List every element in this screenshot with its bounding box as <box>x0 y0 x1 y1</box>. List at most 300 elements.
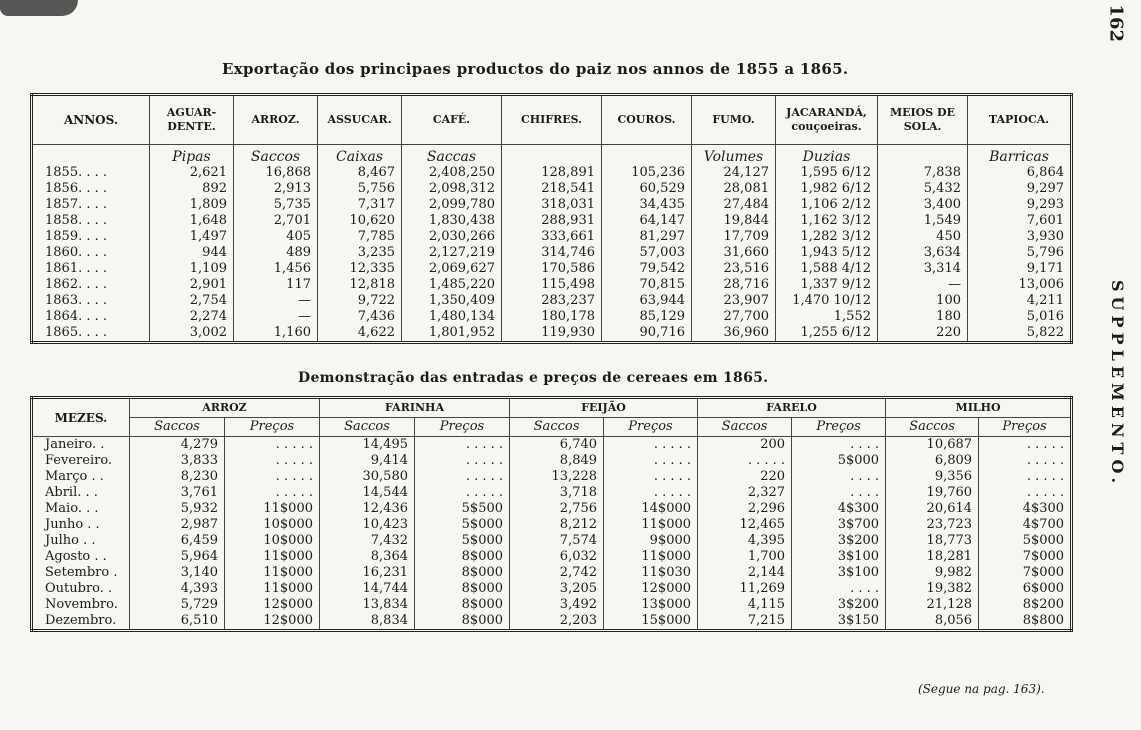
value-cell: . . . . . <box>979 437 1072 454</box>
value-cell: 1,480,134 <box>402 309 502 325</box>
value-cell: 19,382 <box>886 581 979 597</box>
value-cell: 9,414 <box>320 453 415 469</box>
value-cell: 70,815 <box>602 277 692 293</box>
value-cell: 19,844 <box>692 213 776 229</box>
value-cell: 1,282 3/12 <box>776 229 878 245</box>
table-row <box>32 469 1072 485</box>
table-row <box>32 229 1072 245</box>
value-cell: . . . . <box>792 437 886 454</box>
value-cell: 318,031 <box>502 197 602 213</box>
unit-cell: Saccos <box>234 145 318 166</box>
value-cell: 1,470 10/12 <box>776 293 878 309</box>
value-cell: 10,620 <box>318 213 402 229</box>
value-cell: 1,588 4/12 <box>776 261 878 277</box>
value-cell: 2,701 <box>234 213 318 229</box>
table-row <box>32 181 1072 197</box>
month-cell: Agosto . . <box>32 549 130 565</box>
unit-cell: Saccas <box>402 145 502 166</box>
month-cell: Outubro. . <box>32 581 130 597</box>
value-cell: 1,595 6/12 <box>776 165 878 181</box>
value-cell: 13,834 <box>320 597 415 613</box>
col-aguardente: AGUAR-DENTE. <box>150 95 234 145</box>
value-cell: 1,549 <box>878 213 968 229</box>
value-cell: 6$000 <box>979 581 1072 597</box>
value-cell: 8,056 <box>886 613 979 631</box>
value-cell: 14,495 <box>320 437 415 454</box>
value-cell: 4,395 <box>698 533 792 549</box>
value-cell: 9,171 <box>968 261 1072 277</box>
month-cell: Novembro. <box>32 597 130 613</box>
value-cell: 2,099,780 <box>402 197 502 213</box>
value-cell: 1,497 <box>150 229 234 245</box>
value-cell: 3$150 <box>792 613 886 631</box>
value-cell: 11$000 <box>225 565 320 581</box>
table-row <box>32 613 1072 631</box>
value-cell: 10$000 <box>225 533 320 549</box>
group-farelo: FARELO <box>698 398 886 418</box>
value-cell: 63,944 <box>602 293 692 309</box>
value-cell: 8,467 <box>318 165 402 181</box>
value-cell: 7$000 <box>979 549 1072 565</box>
value-cell: 5,822 <box>968 325 1072 343</box>
value-cell: . . . . . <box>604 437 698 454</box>
month-cell: Setembro . <box>32 565 130 581</box>
value-cell: 13,228 <box>510 469 604 485</box>
value-cell: . . . . . <box>604 453 698 469</box>
cereals-table <box>30 396 1073 632</box>
value-cell: 3$200 <box>792 533 886 549</box>
value-cell: 1,160 <box>234 325 318 343</box>
table-row <box>32 517 1072 533</box>
value-cell: 180 <box>878 309 968 325</box>
value-cell: 2,621 <box>150 165 234 181</box>
value-cell: 3,205 <box>510 581 604 597</box>
value-cell: 90,716 <box>602 325 692 343</box>
unit-cell: Duzias <box>776 145 878 166</box>
value-cell: 8,834 <box>320 613 415 631</box>
value-cell: 64,147 <box>602 213 692 229</box>
month-cell: Julho . . <box>32 533 130 549</box>
value-cell: 36,960 <box>692 325 776 343</box>
table2-sub-row <box>32 418 1072 437</box>
month-cell: Abril. . . <box>32 485 130 501</box>
value-cell: 1,830,438 <box>402 213 502 229</box>
ink-blot <box>0 0 78 16</box>
value-cell: 892 <box>150 181 234 197</box>
value-cell: 3,930 <box>968 229 1072 245</box>
value-cell: . . . . . <box>225 453 320 469</box>
value-cell: 12$000 <box>604 581 698 597</box>
value-cell: 11$000 <box>604 517 698 533</box>
table-row <box>32 309 1072 325</box>
col-assucar: ASSUCAR. <box>318 95 402 145</box>
sub-saccos: Saccos <box>886 418 979 437</box>
year-cell: 1861. . . . <box>32 261 150 277</box>
table-row <box>32 261 1072 277</box>
value-cell: . . . . . <box>604 469 698 485</box>
value-cell: 9,297 <box>968 181 1072 197</box>
value-cell: 11$000 <box>225 501 320 517</box>
value-cell: 1,982 6/12 <box>776 181 878 197</box>
value-cell: 3,761 <box>130 485 225 501</box>
value-cell: 11$000 <box>225 581 320 597</box>
value-cell: 1,809 <box>150 197 234 213</box>
value-cell: 1,801,952 <box>402 325 502 343</box>
value-cell: 1,648 <box>150 213 234 229</box>
value-cell: 2,296 <box>698 501 792 517</box>
value-cell: . . . . . <box>415 453 510 469</box>
value-cell: — <box>234 309 318 325</box>
value-cell: 5,796 <box>968 245 1072 261</box>
value-cell: 20,614 <box>886 501 979 517</box>
value-cell: . . . . . <box>604 485 698 501</box>
value-cell: 34,435 <box>602 197 692 213</box>
month-cell: Fevereiro. <box>32 453 130 469</box>
value-cell: 314,746 <box>502 245 602 261</box>
value-cell: 16,868 <box>234 165 318 181</box>
value-cell: 1,350,409 <box>402 293 502 309</box>
table-row <box>32 549 1072 565</box>
year-cell: 1865. . . . <box>32 325 150 343</box>
value-cell: 27,700 <box>692 309 776 325</box>
value-cell: 7,436 <box>318 309 402 325</box>
value-cell: 4,393 <box>130 581 225 597</box>
value-cell: 1,700 <box>698 549 792 565</box>
table-row <box>32 293 1072 309</box>
table-row <box>32 565 1072 581</box>
sub-saccos: Saccos <box>130 418 225 437</box>
value-cell: 23,907 <box>692 293 776 309</box>
value-cell: 60,529 <box>602 181 692 197</box>
group-feijao: FEIJÃO <box>510 398 698 418</box>
value-cell: — <box>878 277 968 293</box>
value-cell: 220 <box>878 325 968 343</box>
value-cell: 10$000 <box>225 517 320 533</box>
value-cell: 6,740 <box>510 437 604 454</box>
table-row <box>32 437 1072 454</box>
table-row <box>32 325 1072 343</box>
value-cell: 4,279 <box>130 437 225 454</box>
value-cell: 1,485,220 <box>402 277 502 293</box>
value-cell: 12$000 <box>225 597 320 613</box>
value-cell: . . . . . <box>698 453 792 469</box>
value-cell: 85,129 <box>602 309 692 325</box>
table2-group-row <box>32 398 1072 418</box>
value-cell: 5$000 <box>979 533 1072 549</box>
value-cell: 8$200 <box>979 597 1072 613</box>
col-cafe: CAFÉ. <box>402 95 502 145</box>
value-cell: 3,718 <box>510 485 604 501</box>
value-cell: 100 <box>878 293 968 309</box>
value-cell: 17,709 <box>692 229 776 245</box>
value-cell: 5$000 <box>415 533 510 549</box>
value-cell: . . . . . <box>225 437 320 454</box>
value-cell: 4,211 <box>968 293 1072 309</box>
sub-precos: Preços <box>979 418 1072 437</box>
value-cell: 18,773 <box>886 533 979 549</box>
value-cell: 5,932 <box>130 501 225 517</box>
value-cell: 7,574 <box>510 533 604 549</box>
value-cell: 1,337 9/12 <box>776 277 878 293</box>
value-cell: . . . . . <box>979 469 1072 485</box>
value-cell: 11$000 <box>604 549 698 565</box>
value-cell: 7,785 <box>318 229 402 245</box>
value-cell: 21,128 <box>886 597 979 613</box>
table-row <box>32 485 1072 501</box>
col-meios-sola: MEIOS DE SOLA. <box>878 95 968 145</box>
value-cell: 128,891 <box>502 165 602 181</box>
value-cell: 218,541 <box>502 181 602 197</box>
year-cell: 1864. . . . <box>32 309 150 325</box>
value-cell: 200 <box>698 437 792 454</box>
value-cell: 12,436 <box>320 501 415 517</box>
value-cell: 220 <box>698 469 792 485</box>
value-cell: 5,756 <box>318 181 402 197</box>
value-cell: 5$500 <box>415 501 510 517</box>
side-label: SUPPLEMENTO. <box>1108 280 1127 489</box>
value-cell: 3,235 <box>318 245 402 261</box>
table-row <box>32 533 1072 549</box>
unit-cell: Pipas <box>150 145 234 166</box>
value-cell: . . . . . <box>415 469 510 485</box>
value-cell: 8$800 <box>979 613 1072 631</box>
value-cell: 944 <box>150 245 234 261</box>
year-cell: 1859. . . . <box>32 229 150 245</box>
value-cell: 170,586 <box>502 261 602 277</box>
value-cell: 283,237 <box>502 293 602 309</box>
unit-cell <box>502 145 602 166</box>
month-cell: Junho . . <box>32 517 130 533</box>
value-cell: 14$000 <box>604 501 698 517</box>
col-jacaranda: JACARANDÁ, couçoeiras. <box>776 95 878 145</box>
value-cell: 2,098,312 <box>402 181 502 197</box>
value-cell: 10,687 <box>886 437 979 454</box>
unit-cell: Volumes <box>692 145 776 166</box>
value-cell: 8$000 <box>415 565 510 581</box>
value-cell: 1,552 <box>776 309 878 325</box>
value-cell: 9,356 <box>886 469 979 485</box>
value-cell: . . . . <box>792 469 886 485</box>
table2-title: Demonstração das entradas e preços de cereaes em 1865. <box>298 370 769 386</box>
value-cell: . . . . . <box>225 469 320 485</box>
unit-cell <box>602 145 692 166</box>
value-cell: 7,838 <box>878 165 968 181</box>
group-arroz: ARROZ <box>130 398 320 418</box>
value-cell: 8$000 <box>415 581 510 597</box>
value-cell: 3,002 <box>150 325 234 343</box>
value-cell: 28,716 <box>692 277 776 293</box>
value-cell: 2,274 <box>150 309 234 325</box>
col-mezes: MEZES. <box>32 398 130 437</box>
year-cell: 1855. . . . <box>32 165 150 181</box>
value-cell: 23,516 <box>692 261 776 277</box>
value-cell: 4,622 <box>318 325 402 343</box>
table-row <box>32 213 1072 229</box>
value-cell: 5,729 <box>130 597 225 613</box>
year-cell: 1862. . . . <box>32 277 150 293</box>
unit-cell <box>878 145 968 166</box>
value-cell: 8$000 <box>415 549 510 565</box>
month-cell: Maio. . . <box>32 501 130 517</box>
value-cell: — <box>234 293 318 309</box>
value-cell: 12,335 <box>318 261 402 277</box>
value-cell: 4$300 <box>792 501 886 517</box>
value-cell: 19,760 <box>886 485 979 501</box>
value-cell: 333,661 <box>502 229 602 245</box>
value-cell: 119,930 <box>502 325 602 343</box>
value-cell: 13,006 <box>968 277 1072 293</box>
year-cell: 1857. . . . <box>32 197 150 213</box>
year-cell: 1856. . . . <box>32 181 150 197</box>
value-cell: 7,601 <box>968 213 1072 229</box>
value-cell: 3,314 <box>878 261 968 277</box>
year-cell: 1863. . . . <box>32 293 150 309</box>
sub-saccos: Saccos <box>698 418 792 437</box>
table-row <box>32 501 1072 517</box>
year-cell: 1860. . . . <box>32 245 150 261</box>
unit-cell <box>32 145 150 166</box>
value-cell: 5,016 <box>968 309 1072 325</box>
value-cell: 13$000 <box>604 597 698 613</box>
value-cell: 30,580 <box>320 469 415 485</box>
table-row <box>32 581 1072 597</box>
table1-body <box>32 145 1072 343</box>
table-row <box>32 453 1072 469</box>
value-cell: 2,901 <box>150 277 234 293</box>
value-cell: 2,069,627 <box>402 261 502 277</box>
value-cell: 12$000 <box>225 613 320 631</box>
value-cell: 15$000 <box>604 613 698 631</box>
value-cell: 7,317 <box>318 197 402 213</box>
value-cell: 3,492 <box>510 597 604 613</box>
value-cell: 5,964 <box>130 549 225 565</box>
value-cell: . . . . <box>792 581 886 597</box>
value-cell: 11,269 <box>698 581 792 597</box>
value-cell: 1,106 2/12 <box>776 197 878 213</box>
table2-body <box>32 437 1072 631</box>
value-cell: 2,742 <box>510 565 604 581</box>
value-cell: 7,215 <box>698 613 792 631</box>
value-cell: 7,432 <box>320 533 415 549</box>
value-cell: 14,744 <box>320 581 415 597</box>
value-cell: 4,115 <box>698 597 792 613</box>
value-cell: 8,212 <box>510 517 604 533</box>
group-farinha: FARINHA <box>320 398 510 418</box>
sub-precos: Preços <box>415 418 510 437</box>
value-cell: 8,230 <box>130 469 225 485</box>
value-cell: . . . . . <box>415 485 510 501</box>
value-cell: 6,459 <box>130 533 225 549</box>
sub-precos: Preços <box>225 418 320 437</box>
value-cell: 27,484 <box>692 197 776 213</box>
footnote: (Segue na pag. 163). <box>918 682 1045 696</box>
value-cell: 12,465 <box>698 517 792 533</box>
value-cell: 2,756 <box>510 501 604 517</box>
table-row <box>32 597 1072 613</box>
month-cell: Janeiro. . <box>32 437 130 454</box>
value-cell: 6,864 <box>968 165 1072 181</box>
value-cell: 3$100 <box>792 565 886 581</box>
value-cell: 105,236 <box>602 165 692 181</box>
value-cell: 9,982 <box>886 565 979 581</box>
value-cell: 2,754 <box>150 293 234 309</box>
value-cell: 57,003 <box>602 245 692 261</box>
month-cell: Março . . <box>32 469 130 485</box>
value-cell: 4$300 <box>979 501 1072 517</box>
value-cell: 405 <box>234 229 318 245</box>
value-cell: . . . . . <box>225 485 320 501</box>
value-cell: 3,140 <box>130 565 225 581</box>
month-cell: Dezembro. <box>32 613 130 631</box>
value-cell: 9,722 <box>318 293 402 309</box>
value-cell: 2,408,250 <box>402 165 502 181</box>
value-cell: 9,293 <box>968 197 1072 213</box>
value-cell: 1,255 6/12 <box>776 325 878 343</box>
value-cell: 14,544 <box>320 485 415 501</box>
table-row <box>32 165 1072 181</box>
value-cell: 1,109 <box>150 261 234 277</box>
value-cell: 450 <box>878 229 968 245</box>
table-row <box>32 245 1072 261</box>
value-cell: 180,178 <box>502 309 602 325</box>
units-row <box>32 145 1072 166</box>
value-cell: 2,913 <box>234 181 318 197</box>
sub-saccos: Saccos <box>320 418 415 437</box>
sub-precos: Preços <box>604 418 698 437</box>
col-couros: COUROS. <box>602 95 692 145</box>
value-cell: 23,723 <box>886 517 979 533</box>
value-cell: 11$000 <box>225 549 320 565</box>
value-cell: 5$000 <box>415 517 510 533</box>
table1-title: Exportação dos principaes productos do paiz nos annos de 1855 a 1865. <box>222 60 849 78</box>
col-fumo: FUMO. <box>692 95 776 145</box>
value-cell: 3$700 <box>792 517 886 533</box>
value-cell: 115,498 <box>502 277 602 293</box>
value-cell: 1,943 5/12 <box>776 245 878 261</box>
value-cell: . . . . <box>792 485 886 501</box>
table-row <box>32 197 1072 213</box>
col-chifres: CHIFRES. <box>502 95 602 145</box>
page-number: 162 <box>1106 4 1127 42</box>
year-cell: 1858. . . . <box>32 213 150 229</box>
value-cell: 7$000 <box>979 565 1072 581</box>
value-cell: 2,987 <box>130 517 225 533</box>
value-cell: 8$000 <box>415 597 510 613</box>
table-row <box>32 277 1072 293</box>
value-cell: 3,634 <box>878 245 968 261</box>
value-cell: 16,231 <box>320 565 415 581</box>
value-cell: 3,400 <box>878 197 968 213</box>
value-cell: 2,030,266 <box>402 229 502 245</box>
sub-saccos: Saccos <box>510 418 604 437</box>
value-cell: 12,818 <box>318 277 402 293</box>
value-cell: 8$000 <box>415 613 510 631</box>
group-milho: MILHO <box>886 398 1072 418</box>
value-cell: 1,162 3/12 <box>776 213 878 229</box>
value-cell: 11$030 <box>604 565 698 581</box>
value-cell: . . . . . <box>415 437 510 454</box>
value-cell: 10,423 <box>320 517 415 533</box>
value-cell: 2,327 <box>698 485 792 501</box>
value-cell: 6,032 <box>510 549 604 565</box>
value-cell: 5,735 <box>234 197 318 213</box>
value-cell: 31,660 <box>692 245 776 261</box>
value-cell: 2,203 <box>510 613 604 631</box>
unit-cell: Barricas <box>968 145 1072 166</box>
value-cell: 6,809 <box>886 453 979 469</box>
col-arroz: ARROZ. <box>234 95 318 145</box>
value-cell: 2,127,219 <box>402 245 502 261</box>
